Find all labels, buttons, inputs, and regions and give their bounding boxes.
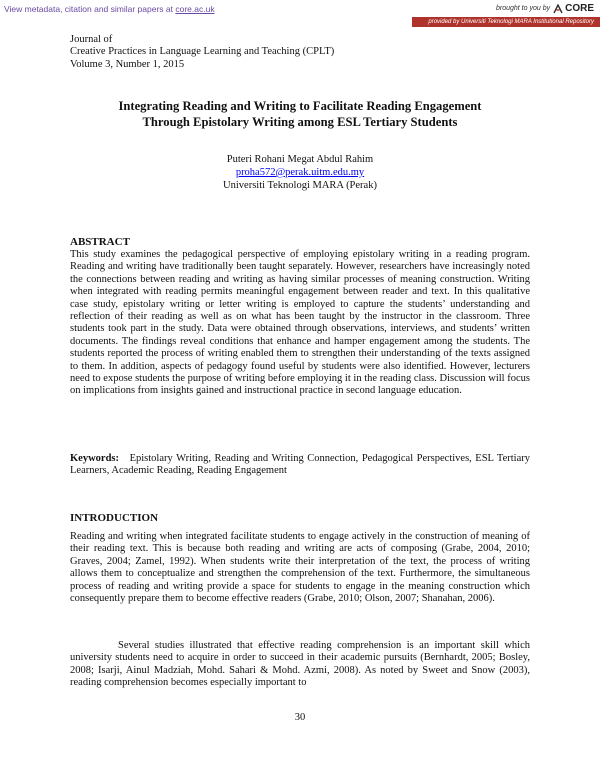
core-logo-icon [553, 4, 563, 14]
core-logo [553, 3, 594, 14]
abstract-heading: ABSTRACT [70, 236, 130, 248]
paper-title-line-2: Through Epistolary Writing among ESL Tertiary Students [142, 115, 458, 129]
core-logo-text: CORE [565, 3, 594, 14]
core-banner [0, 0, 600, 27]
introduction-paragraph-2: Several studies illustrated that effective reading comprehension is an important skill which university students need to acquire in order to succeed in their academic pursuits (Bernhardt, 2005; Bosley, 2008; Isarji, Ainul Madziah, Mohd. Sahari & Mohd. Azmi, 2008). As noted by Sweet and Snow (2003), reading comprehension becomes especially important to [70, 640, 530, 689]
paper-title [70, 98, 530, 130]
introduction-paragraph-1: Reading and writing when integrated facilitate students to engage actively in the construction of meaning of their reading text. This is because both reading and writing are acts of composing (Grabe, 2004, 2010; Graves, 2004; Zamel, 1992). When students write their interpretation of the text, the process of writing allows them to conceptualize and strengthen the comprehension of the text. Furthermore, the simultaneous process of reading and writing provide a space for students to engage in the meaning construction which consequently prepare them to become effective readers (Grabe, 2010; Olson, 2007; Shanahan, 2006). [70, 531, 530, 605]
journal-header [70, 34, 334, 71]
core-provided-by[interactable]: provided by Universiti Teknologi MARA Institutional Repository [428, 19, 594, 25]
author-affiliation: Universiti Teknologi MARA (Perak) [223, 179, 377, 191]
keywords-text: Epistolary Writing, Reading and Writing Connection, Pedagogical Perspectives, ESL Tertiary Learners, Academic Reading, Reading Engagement [70, 453, 530, 477]
core-brought-by[interactable] [496, 3, 594, 14]
abstract-text: This study examines the pedagogical perspective of employing epistolary writing in a reading program. Reading and writing have traditionally been taught separately. However, researchers have increasingly noted the connections between reading and writing as having similar processes of meaning construction. Writing when integrated with reading permits meaningful engagement between reader and text. In this qualitative case study, epistolary writing or letter writing is employed to capture the students’ understanding and reflection of their reading as well as on what has been taught by the instructor in the classroom. Three students took part in the study. Data were obtained through observations, interviews, and students’ written documents. The findings reveal conditions that enhance and hamper engagement among the students. The students reported the process of writing enabled them to strengthen their understanding of the texts assigned to them. In addition, aspects of pedagogy found useful by students were also identified. However, lecturers need to expose students the purpose of writing before employing it in the reading class. Discussion will focus on implications from insights gained and instructional practice in second language education. [70, 249, 530, 397]
core-metadata-link[interactable] [4, 4, 215, 14]
author-email-link[interactable]: proha572@perak.uitm.edu.my [235, 166, 365, 178]
author-block [70, 154, 530, 192]
introduction-heading: INTRODUCTION [70, 512, 159, 524]
paper-title-line-1: Integrating Reading and Writing to Facilitate Reading Engagement [118, 99, 482, 113]
core-link-prefix: View metadata, citation and similar papers at [4, 4, 176, 14]
journal-line-1: Journal of [70, 34, 113, 45]
journal-line-2: Creative Practices in Language Learning and Teaching (CPLT) [70, 46, 335, 58]
journal-line-3: Volume 3, Number 1, 2015 [70, 58, 185, 70]
keywords [70, 453, 530, 478]
core-brought-label: brought to you by [496, 5, 551, 12]
author-name: Puteri Rohani Megat Abdul Rahim [226, 154, 374, 165]
keywords-label: Keywords: [70, 453, 119, 464]
core-link-site[interactable]: core.ac.uk [175, 4, 215, 14]
page-number: 30 [294, 712, 306, 723]
